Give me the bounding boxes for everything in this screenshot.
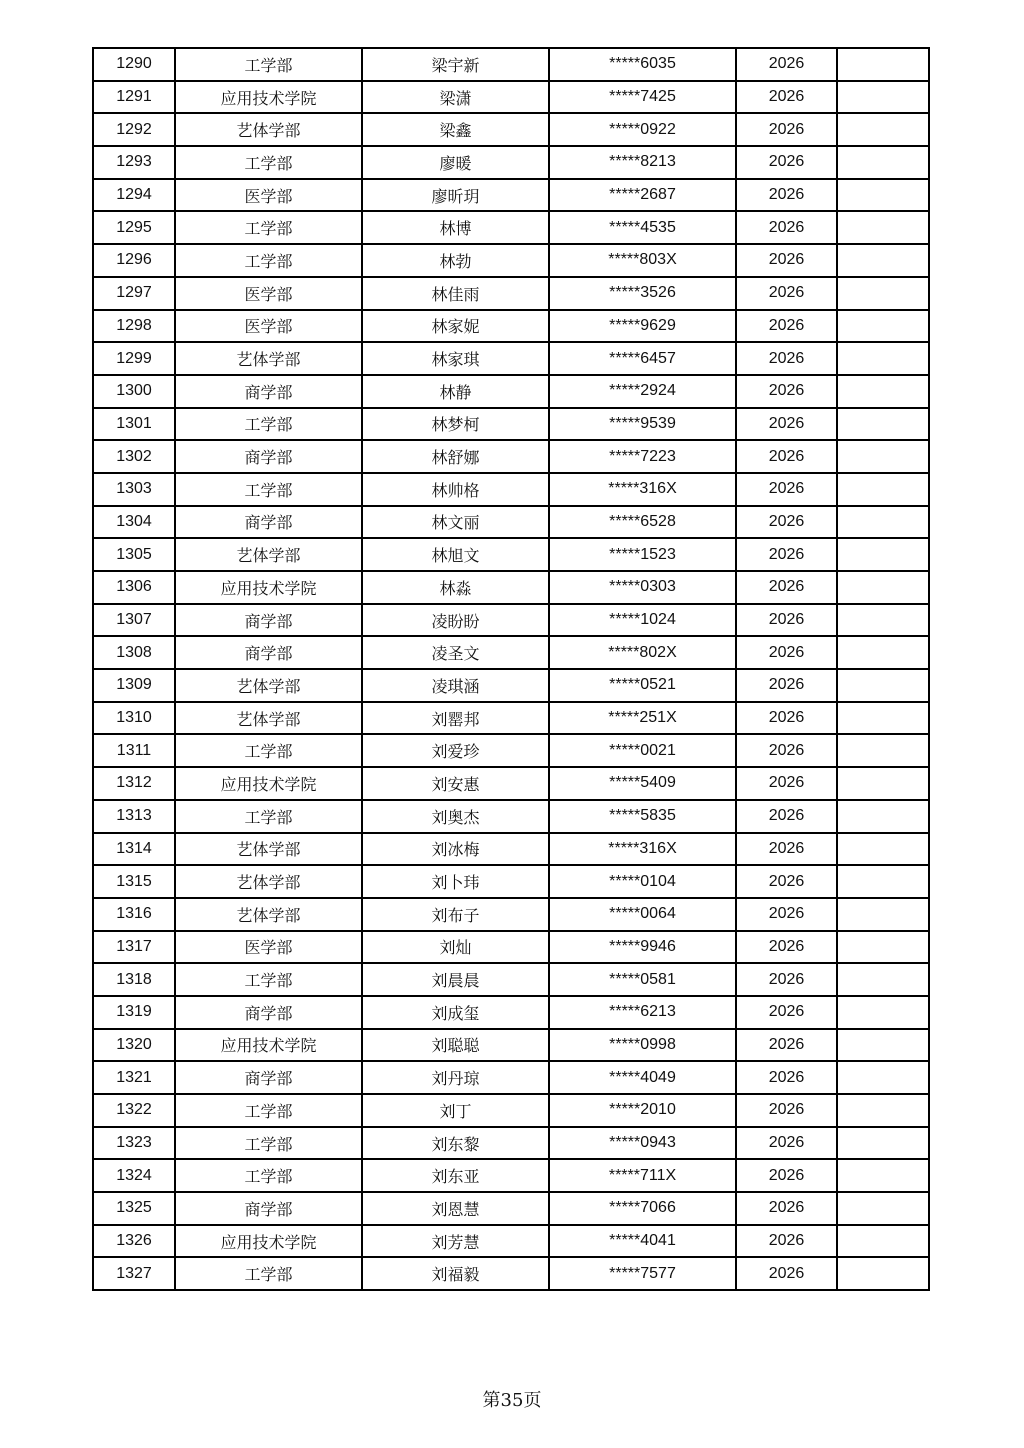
cell-department: 艺体学部 [175, 538, 362, 571]
cell-year: 2026 [736, 1127, 837, 1160]
table-row [93, 211, 929, 244]
cell-masked-id: *****4041 [549, 1225, 736, 1258]
cell-year: 2026 [736, 1225, 837, 1258]
cell-year: 2026 [736, 1029, 837, 1062]
cell-serial-number: 1313 [93, 800, 175, 833]
table-row [93, 865, 929, 898]
cell-year: 2026 [736, 931, 837, 964]
cell-masked-id: *****0303 [549, 571, 736, 604]
cell-year: 2026 [736, 669, 837, 702]
table-row [93, 408, 929, 441]
cell-remark [837, 1225, 929, 1258]
cell-masked-id: *****0922 [549, 113, 736, 146]
cell-department: 工学部 [175, 408, 362, 441]
cell-remark [837, 277, 929, 310]
cell-serial-number: 1299 [93, 342, 175, 375]
cell-masked-id: *****711X [549, 1159, 736, 1192]
cell-department: 工学部 [175, 473, 362, 506]
cell-student-name: 廖暖 [362, 146, 549, 179]
cell-remark [837, 375, 929, 408]
cell-year: 2026 [736, 375, 837, 408]
cell-department: 商学部 [175, 996, 362, 1029]
cell-student-name: 林佳雨 [362, 277, 549, 310]
cell-department: 工学部 [175, 211, 362, 244]
cell-masked-id: *****803X [549, 244, 736, 277]
cell-department: 商学部 [175, 636, 362, 669]
cell-student-name: 凌盼盼 [362, 604, 549, 637]
roster-table [92, 47, 930, 1291]
cell-masked-id: *****316X [549, 473, 736, 506]
cell-year: 2026 [736, 1192, 837, 1225]
cell-department: 工学部 [175, 963, 362, 996]
cell-serial-number: 1315 [93, 865, 175, 898]
cell-remark [837, 113, 929, 146]
cell-masked-id: *****0021 [549, 734, 736, 767]
cell-student-name: 林博 [362, 211, 549, 244]
cell-student-name: 林舒娜 [362, 440, 549, 473]
cell-department: 应用技术学院 [175, 1225, 362, 1258]
cell-remark [837, 440, 929, 473]
cell-masked-id: *****2687 [549, 179, 736, 212]
cell-masked-id: *****0521 [549, 669, 736, 702]
cell-remark [837, 310, 929, 343]
cell-remark [837, 800, 929, 833]
cell-masked-id: *****3526 [549, 277, 736, 310]
cell-remark [837, 636, 929, 669]
cell-year: 2026 [736, 342, 837, 375]
cell-student-name: 林帅格 [362, 473, 549, 506]
cell-year: 2026 [736, 48, 837, 81]
cell-serial-number: 1308 [93, 636, 175, 669]
cell-student-name: 刘东黎 [362, 1127, 549, 1160]
table-row [93, 342, 929, 375]
table-row [93, 734, 929, 767]
table-row [93, 473, 929, 506]
table-row [93, 1029, 929, 1062]
cell-student-name: 刘东亚 [362, 1159, 549, 1192]
cell-remark [837, 702, 929, 735]
cell-serial-number: 1297 [93, 277, 175, 310]
cell-department: 医学部 [175, 179, 362, 212]
cell-year: 2026 [736, 571, 837, 604]
cell-remark [837, 146, 929, 179]
cell-masked-id: *****7223 [549, 440, 736, 473]
cell-masked-id: *****4535 [549, 211, 736, 244]
cell-department: 工学部 [175, 244, 362, 277]
cell-serial-number: 1311 [93, 734, 175, 767]
cell-student-name: 刘丁 [362, 1094, 549, 1127]
cell-department: 艺体学部 [175, 833, 362, 866]
roster-table-body [93, 48, 929, 1290]
table-row [93, 81, 929, 114]
cell-masked-id: *****6528 [549, 506, 736, 539]
cell-remark [837, 1159, 929, 1192]
cell-student-name: 林文丽 [362, 506, 549, 539]
table-row [93, 636, 929, 669]
table-row [93, 538, 929, 571]
cell-department: 艺体学部 [175, 898, 362, 931]
cell-serial-number: 1314 [93, 833, 175, 866]
cell-remark [837, 1192, 929, 1225]
cell-year: 2026 [736, 636, 837, 669]
table-row [93, 571, 929, 604]
cell-department: 艺体学部 [175, 702, 362, 735]
cell-serial-number: 1325 [93, 1192, 175, 1225]
cell-student-name: 林梦柯 [362, 408, 549, 441]
cell-year: 2026 [736, 538, 837, 571]
cell-masked-id: *****9629 [549, 310, 736, 343]
cell-department: 工学部 [175, 734, 362, 767]
cell-masked-id: *****7066 [549, 1192, 736, 1225]
table-row [93, 310, 929, 343]
cell-remark [837, 996, 929, 1029]
cell-student-name: 刘恩慧 [362, 1192, 549, 1225]
table-row [93, 702, 929, 735]
cell-remark [837, 408, 929, 441]
cell-serial-number: 1312 [93, 767, 175, 800]
cell-remark [837, 179, 929, 212]
cell-year: 2026 [736, 963, 837, 996]
cell-masked-id: *****8213 [549, 146, 736, 179]
cell-department: 商学部 [175, 1192, 362, 1225]
cell-remark [837, 1061, 929, 1094]
cell-department: 工学部 [175, 1257, 362, 1290]
table-row [93, 669, 929, 702]
cell-masked-id: *****2924 [549, 375, 736, 408]
table-row [93, 179, 929, 212]
cell-department: 应用技术学院 [175, 571, 362, 604]
cell-student-name: 梁鑫 [362, 113, 549, 146]
cell-department: 艺体学部 [175, 669, 362, 702]
cell-masked-id: *****0943 [549, 1127, 736, 1160]
cell-serial-number: 1316 [93, 898, 175, 931]
cell-department: 艺体学部 [175, 342, 362, 375]
cell-serial-number: 1324 [93, 1159, 175, 1192]
cell-student-name: 刘丹琼 [362, 1061, 549, 1094]
cell-department: 工学部 [175, 800, 362, 833]
cell-serial-number: 1301 [93, 408, 175, 441]
cell-serial-number: 1303 [93, 473, 175, 506]
cell-year: 2026 [736, 113, 837, 146]
cell-department: 商学部 [175, 1061, 362, 1094]
cell-student-name: 林旭文 [362, 538, 549, 571]
cell-department: 医学部 [175, 310, 362, 343]
cell-year: 2026 [736, 702, 837, 735]
table-row [93, 506, 929, 539]
cell-student-name: 廖昕玥 [362, 179, 549, 212]
cell-student-name: 刘冰梅 [362, 833, 549, 866]
cell-serial-number: 1302 [93, 440, 175, 473]
cell-serial-number: 1326 [93, 1225, 175, 1258]
cell-student-name: 刘布子 [362, 898, 549, 931]
cell-serial-number: 1290 [93, 48, 175, 81]
cell-serial-number: 1321 [93, 1061, 175, 1094]
cell-department: 艺体学部 [175, 865, 362, 898]
cell-serial-number: 1300 [93, 375, 175, 408]
table-row [93, 1257, 929, 1290]
cell-masked-id: *****5409 [549, 767, 736, 800]
cell-masked-id: *****0104 [549, 865, 736, 898]
cell-remark [837, 669, 929, 702]
cell-remark [837, 734, 929, 767]
cell-remark [837, 473, 929, 506]
cell-year: 2026 [736, 1159, 837, 1192]
table-row [93, 898, 929, 931]
cell-masked-id: *****1523 [549, 538, 736, 571]
cell-remark [837, 963, 929, 996]
cell-student-name: 林淼 [362, 571, 549, 604]
cell-remark [837, 571, 929, 604]
cell-student-name: 梁潇 [362, 81, 549, 114]
cell-masked-id: *****6457 [549, 342, 736, 375]
table-row [93, 146, 929, 179]
cell-student-name: 刘芳慧 [362, 1225, 549, 1258]
cell-remark [837, 211, 929, 244]
cell-serial-number: 1291 [93, 81, 175, 114]
cell-year: 2026 [736, 767, 837, 800]
cell-student-name: 刘福毅 [362, 1257, 549, 1290]
cell-remark [837, 865, 929, 898]
cell-remark [837, 48, 929, 81]
cell-serial-number: 1292 [93, 113, 175, 146]
cell-remark [837, 506, 929, 539]
cell-masked-id: *****0064 [549, 898, 736, 931]
cell-serial-number: 1305 [93, 538, 175, 571]
table-row [93, 277, 929, 310]
table-row [93, 800, 929, 833]
cell-year: 2026 [736, 179, 837, 212]
cell-remark [837, 1257, 929, 1290]
table-row [93, 1225, 929, 1258]
cell-year: 2026 [736, 865, 837, 898]
cell-remark [837, 342, 929, 375]
cell-year: 2026 [736, 277, 837, 310]
cell-serial-number: 1306 [93, 571, 175, 604]
cell-department: 工学部 [175, 1159, 362, 1192]
cell-student-name: 刘罂邦 [362, 702, 549, 735]
cell-student-name: 刘奥杰 [362, 800, 549, 833]
table-row [93, 375, 929, 408]
table-row [93, 604, 929, 637]
cell-remark [837, 1094, 929, 1127]
cell-serial-number: 1307 [93, 604, 175, 637]
cell-year: 2026 [736, 1094, 837, 1127]
cell-year: 2026 [736, 244, 837, 277]
cell-year: 2026 [736, 506, 837, 539]
cell-department: 商学部 [175, 440, 362, 473]
cell-department: 工学部 [175, 48, 362, 81]
cell-department: 工学部 [175, 1094, 362, 1127]
cell-masked-id: *****7577 [549, 1257, 736, 1290]
cell-masked-id: *****251X [549, 702, 736, 735]
cell-year: 2026 [736, 81, 837, 114]
cell-student-name: 凌圣文 [362, 636, 549, 669]
cell-department: 医学部 [175, 931, 362, 964]
cell-student-name: 刘卜玮 [362, 865, 549, 898]
cell-remark [837, 767, 929, 800]
cell-masked-id: *****6035 [549, 48, 736, 81]
cell-year: 2026 [736, 473, 837, 506]
cell-year: 2026 [736, 408, 837, 441]
cell-year: 2026 [736, 604, 837, 637]
cell-department: 商学部 [175, 375, 362, 408]
cell-serial-number: 1320 [93, 1029, 175, 1062]
cell-student-name: 刘晨晨 [362, 963, 549, 996]
cell-department: 应用技术学院 [175, 767, 362, 800]
cell-student-name: 刘聪聪 [362, 1029, 549, 1062]
cell-serial-number: 1309 [93, 669, 175, 702]
cell-department: 商学部 [175, 604, 362, 637]
cell-student-name: 林家琪 [362, 342, 549, 375]
table-row [93, 48, 929, 81]
cell-remark [837, 898, 929, 931]
cell-year: 2026 [736, 898, 837, 931]
cell-remark [837, 1029, 929, 1062]
cell-student-name: 凌琪涵 [362, 669, 549, 702]
cell-masked-id: *****0581 [549, 963, 736, 996]
table-row [93, 244, 929, 277]
cell-masked-id: *****5835 [549, 800, 736, 833]
cell-year: 2026 [736, 1061, 837, 1094]
table-row [93, 833, 929, 866]
cell-masked-id: *****316X [549, 833, 736, 866]
cell-student-name: 林家妮 [362, 310, 549, 343]
cell-student-name: 刘爱珍 [362, 734, 549, 767]
table-row [93, 1094, 929, 1127]
cell-serial-number: 1293 [93, 146, 175, 179]
cell-masked-id: *****6213 [549, 996, 736, 1029]
cell-year: 2026 [736, 800, 837, 833]
cell-year: 2026 [736, 1257, 837, 1290]
table-row [93, 963, 929, 996]
cell-student-name: 林静 [362, 375, 549, 408]
cell-remark [837, 1127, 929, 1160]
cell-serial-number: 1318 [93, 963, 175, 996]
cell-serial-number: 1295 [93, 211, 175, 244]
cell-masked-id: *****0998 [549, 1029, 736, 1062]
cell-serial-number: 1298 [93, 310, 175, 343]
table-row [93, 1127, 929, 1160]
cell-remark [837, 81, 929, 114]
cell-year: 2026 [736, 833, 837, 866]
table-row [93, 1159, 929, 1192]
cell-year: 2026 [736, 146, 837, 179]
table-row [93, 931, 929, 964]
cell-department: 医学部 [175, 277, 362, 310]
cell-serial-number: 1322 [93, 1094, 175, 1127]
cell-serial-number: 1323 [93, 1127, 175, 1160]
cell-masked-id: *****9946 [549, 931, 736, 964]
cell-student-name: 林勃 [362, 244, 549, 277]
cell-masked-id: *****1024 [549, 604, 736, 637]
table-row [93, 113, 929, 146]
cell-year: 2026 [736, 211, 837, 244]
cell-serial-number: 1304 [93, 506, 175, 539]
cell-serial-number: 1327 [93, 1257, 175, 1290]
cell-student-name: 刘灿 [362, 931, 549, 964]
cell-department: 工学部 [175, 146, 362, 179]
cell-serial-number: 1319 [93, 996, 175, 1029]
cell-department: 商学部 [175, 506, 362, 539]
cell-serial-number: 1310 [93, 702, 175, 735]
cell-remark [837, 833, 929, 866]
cell-masked-id: *****9539 [549, 408, 736, 441]
cell-department: 应用技术学院 [175, 1029, 362, 1062]
cell-serial-number: 1294 [93, 179, 175, 212]
cell-department: 应用技术学院 [175, 81, 362, 114]
cell-remark [837, 931, 929, 964]
cell-year: 2026 [736, 440, 837, 473]
cell-student-name: 梁宇新 [362, 48, 549, 81]
cell-department: 艺体学部 [175, 113, 362, 146]
cell-serial-number: 1296 [93, 244, 175, 277]
table-row [93, 440, 929, 473]
cell-masked-id: *****4049 [549, 1061, 736, 1094]
table-row [93, 996, 929, 1029]
cell-student-name: 刘安惠 [362, 767, 549, 800]
table-row [93, 1192, 929, 1225]
cell-masked-id: *****2010 [549, 1094, 736, 1127]
cell-department: 工学部 [175, 1127, 362, 1160]
cell-remark [837, 604, 929, 637]
table-row [93, 1061, 929, 1094]
cell-masked-id: *****7425 [549, 81, 736, 114]
cell-student-name: 刘成玺 [362, 996, 549, 1029]
table-row [93, 767, 929, 800]
cell-year: 2026 [736, 996, 837, 1029]
cell-serial-number: 1317 [93, 931, 175, 964]
cell-year: 2026 [736, 310, 837, 343]
cell-remark [837, 244, 929, 277]
cell-remark [837, 538, 929, 571]
cell-year: 2026 [736, 734, 837, 767]
page-number: 第35页 [482, 1390, 542, 1411]
cell-masked-id: *****802X [549, 636, 736, 669]
